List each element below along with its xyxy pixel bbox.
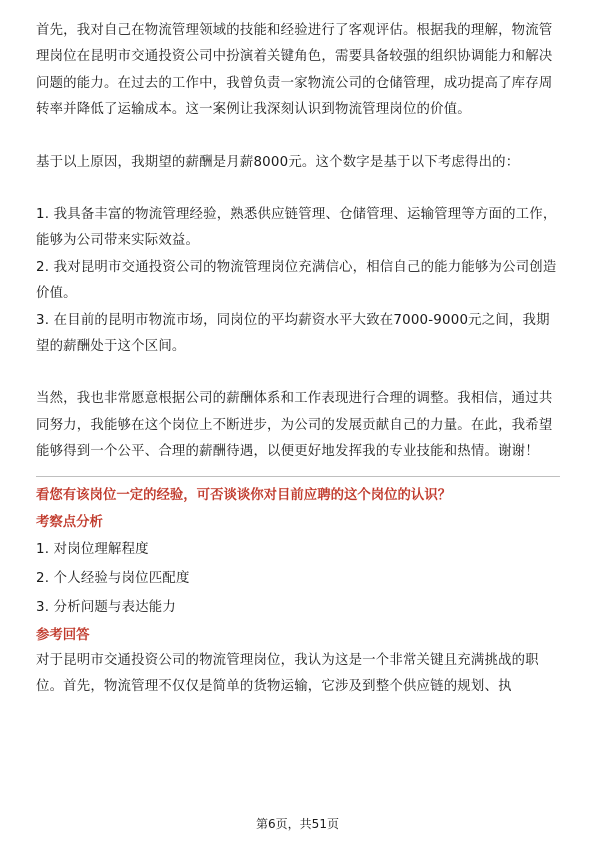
page-footer: 第6页，共51页	[256, 817, 339, 831]
reason-item-3: 3. 在目前的昆明市物流市场，同岗位的平均薪资水平大致在7000-9000元之间，我期望的薪酬处于这个区间。	[36, 312, 550, 355]
analysis-title: 考察点分析	[36, 514, 103, 530]
interview-question: 看您有该岗位一定的经验，可否谈谈你对目前应聘的这个岗位的认识？	[36, 487, 452, 503]
salary-paragraph: 基于以上原因，我期望的薪酬是月薪8000元。这个数字是基于以下考虑得出的：	[36, 154, 520, 170]
analysis-list	[36, 535, 560, 622]
reason-item-2: 2. 我对昆明市交通投资公司的物流管理岗位充满信心，相信自己的能力能够为公司创造价值。	[36, 259, 557, 302]
reason-item-1: 1. 我具备丰富的物流管理经验，熟悉供应链管理、仓储管理、运输管理等方面的工作，能够为公司带来实际效益。	[36, 207, 557, 249]
closing-paragraph: 当然，我也非常愿意根据公司的薪酬体系和工作表现进行合理的调整。我相信，通过共同努力，我能够在这个岗位上不断进步，为公司的发展贡献自己的力量。在此，我希望能够得到一个公平、合理的薪酬待遇，以便更好地发挥我的专业技能和热情。谢谢！	[36, 391, 553, 460]
page-content	[36, 18, 560, 701]
analysis-item-2: 2. 个人经验与岗位匹配度	[36, 570, 190, 586]
intro-paragraph: 首先，我对自己在物流管理领域的技能和经验进行了客观评估。根据我的理解，物流管理岗位在昆明市交通投资公司中扮演着关键角色，需要具备较强的组织协调能力和解决问题的能力。在过去的工作中，我曾负责一家物流公司的仓储管理，成功提高了库存周转率并降低了运输成本。这一案例让我深刻认识到物流管理岗位的价值。	[36, 23, 553, 118]
answer-title: 参考回答	[36, 627, 90, 643]
answer-paragraph: 对于昆明市交通投资公司的物流管理岗位，我认为这是一个非常关键且充满挑战的职位。首先，物流管理不仅仅是简单的货物运输，它涉及到整个供应链的规划、执	[36, 652, 539, 695]
analysis-item-1: 1. 对岗位理解程度	[36, 541, 149, 557]
analysis-item-3: 3. 分析问题与表达能力	[36, 599, 176, 615]
section-divider	[36, 476, 560, 477]
